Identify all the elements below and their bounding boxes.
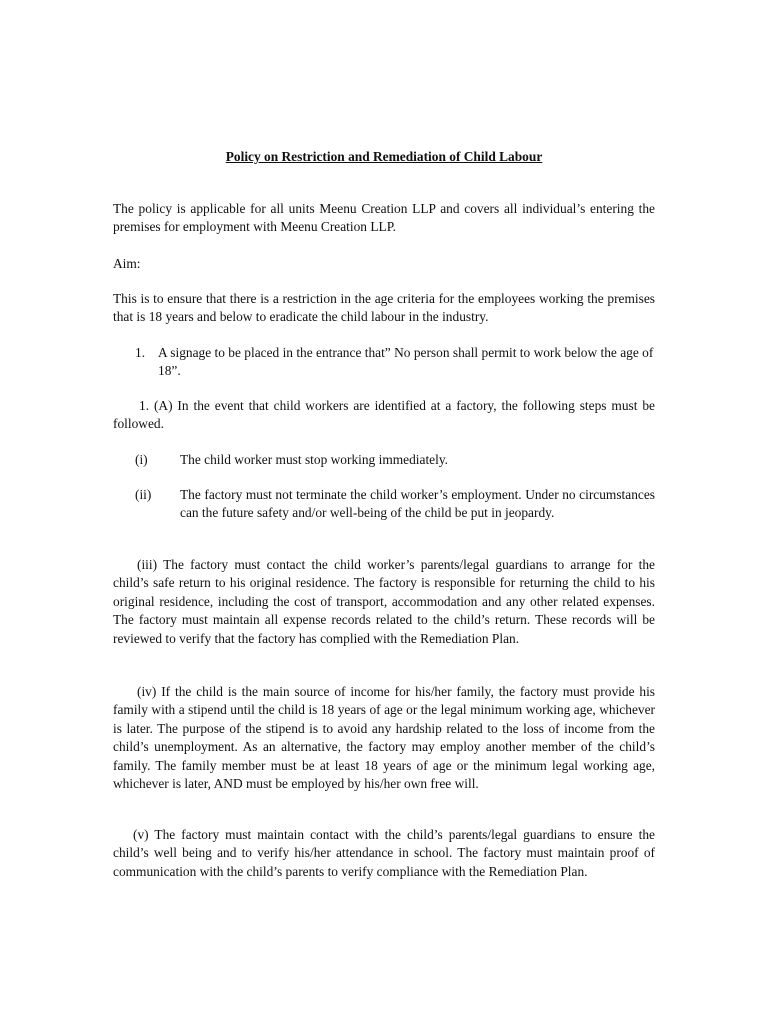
list-item-1-number: 1. <box>135 345 146 360</box>
step-iii-paragraph: (iii) The factory must contact the child worker’s parents/legal guardians to arrange for the child’s safe return to his original residence. The factory is responsible for returning the child to his original residence, including the cost of transport, accommodation and any other related expenses. The factory must maintain all expense records related to the child’s return. These records will be reviewed to verify that the factory has complied with the Remediation Plan. <box>113 557 655 646</box>
step-ii-number: (ii) <box>135 487 152 502</box>
step-i-number: (i) <box>135 452 148 467</box>
section-1a-paragraph: 1. (A) In the event that child workers are identified at a factory, the following steps must be followed. <box>113 398 655 432</box>
step-v-paragraph: (v) The factory must maintain contact with the child’s parents/legal guardians to ensure the child’s well being and to verify his/her attendance in school. The factory must maintain proof of communication with the child’s parents to verify compliance with the Remediation Plan. <box>113 827 655 879</box>
document-title: Policy on Restriction and Remediation of Child Labour <box>225 149 543 164</box>
step-ii-text: The factory must not terminate the child worker’s employment. Under no circumstances can the future safety and/or well-being of the child be put in jeopardy. <box>180 487 655 521</box>
aim-paragraph: This is to ensure that there is a restriction in the age criteria for the employees working the premises that is 18 years and below to eradicate the child labour in the industry. <box>113 291 655 325</box>
aim-label: Aim: <box>113 256 141 271</box>
intro-paragraph: The policy is applicable for all units Meenu Creation LLP and covers all individual’s entering the premises for employment with Meenu Creation LLP. <box>113 201 655 235</box>
step-iv-paragraph: (iv) If the child is the main source of income for his/her family, the factory must provide his family with a stipend until the child is 18 years of age or the legal minimum working age, whichever is later. The purpose of the stipend is to avoid any hardship related to the loss of income from the child’s unemployment. As an alternative, the factory may employ another member of the child’s family. The family member must be at least 18 years of age or the minimum legal working age, whichever is later, AND must be employed by his/her own free will. <box>113 684 655 792</box>
list-item-1-text: A signage to be placed in the entrance that” No person shall permit to work below the age of 18”. <box>158 345 654 379</box>
step-i-text: The child worker must stop working immediately. <box>180 452 449 467</box>
